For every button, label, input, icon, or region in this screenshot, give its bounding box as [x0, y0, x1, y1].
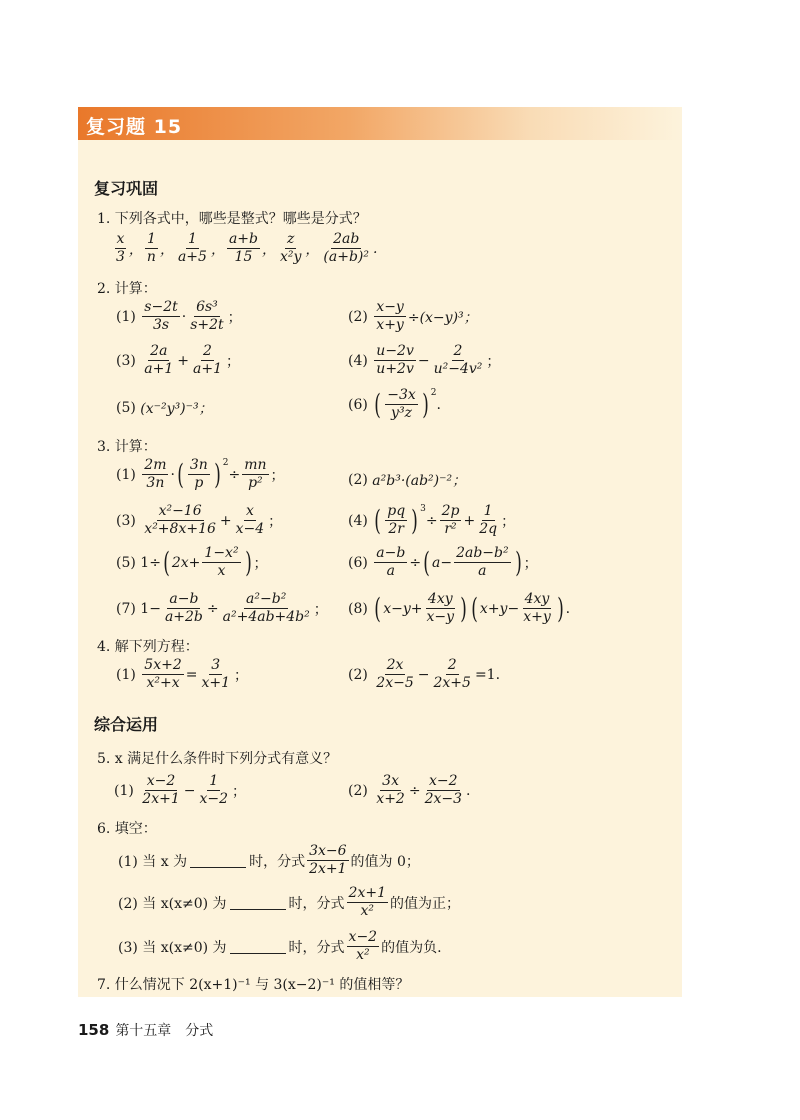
- q1-prompt: 1. 下列各式中，哪些是整式？哪些是分式？: [97, 211, 367, 227]
- q6-blank-3[interactable]: [230, 939, 286, 954]
- q6-blank-2[interactable]: [230, 895, 286, 910]
- q3-part-4: (4) ( $\frac{pq}{2r}$ ) $^3$ ÷ $\frac{2p}{\text{r²}}$ + $\frac{1}{2q}$ ；: [348, 503, 516, 538]
- q2-part-6: (6) ( $\frac{-3x}{\text{y³z}}$ ) $^2$ .: [348, 387, 441, 422]
- q6-part-2: (2) 当 x(x≠0) 为 时，分式 $\frac{2x+1}{\text{x²}}$ 的值为正；: [118, 885, 460, 920]
- q3-prompt: 3. 计算：: [97, 439, 157, 455]
- page-title: 复习题 15: [86, 116, 183, 138]
- q7-prompt: 7. 什么情况下 2(x+1)⁻¹ 与 3(x−2)⁻¹ 的值相等？: [97, 977, 410, 993]
- q6-part-1: (1) 当 x 为 时，分式 $\frac{3x-6}{2x+1}$ 的值为 0；: [118, 843, 420, 878]
- q5-part-2: (2) $\frac{3x}{x+2}$ ÷ $\frac{x-2}{2x-3}$ .: [348, 773, 471, 808]
- q3-part-6: (6) $\frac{a-b}{a}$ ÷ ( a− $\frac{\text{2ab−b²}}{a}$ ) ；: [348, 545, 538, 580]
- chapter-title: 第十五章 分式: [115, 1023, 214, 1039]
- q2-part-3: (3) $\frac{2a}{a+1}$ + $\frac{2}{a+1}$ ；: [116, 343, 240, 378]
- q1-frac-3: $\frac{1}{a+5}$: [177, 231, 207, 266]
- q6-prompt: 6. 填空：: [97, 821, 157, 837]
- q1-frac-1: $\frac{x}{3}$: [116, 231, 125, 266]
- section-review: 复习巩固: [94, 179, 159, 198]
- q2-part-1: (1) $\frac{s-2t}{3s}$ · $\frac{\text{6s³}}{s+2t}$ ；: [116, 299, 242, 334]
- q3-part-3: (3) $\frac{\text{x²−16}}{\text{x²+8x+16}}$ + $\frac{x}{x-4}$ ；: [116, 503, 283, 538]
- page-footer: [78, 1020, 213, 1040]
- q2-prompt: 2. 计算：: [97, 281, 157, 297]
- q1-frac-6: $\frac{2ab}{\text{(a+b)²}}$: [323, 231, 369, 266]
- q1-expressions: $\frac{x}{3}$ ， $\frac{1}{n}$ ， $\frac{1}{a+5}$ ， $\frac{a+b}{15}$ ， $\frac{z}{\text{x²y}}$ ， $\frac{2ab}{\text{(a+b)²}}$ .: [116, 231, 378, 266]
- q1-frac-4: $\frac{a+b}{15}$: [228, 231, 258, 266]
- q5-part-1: (1) $\frac{x-2}{2x+1}$ − $\frac{1}{x-2}$ ；: [114, 773, 247, 808]
- q5-prompt: 5. x 满足什么条件时下列分式有意义？: [97, 751, 338, 767]
- q3-part-8: (8) ( x−y+ $\frac{4xy}{x-y}$ ) ( x+y− $\frac{4xy}{x+y}$ ) .: [348, 591, 571, 626]
- q1-frac-5: $\frac{z}{\text{x²y}}$: [279, 231, 302, 266]
- q4-part-2: (2) $\frac{2x}{2x-5}$ − $\frac{2}{2x+5}$ =1.: [348, 657, 501, 692]
- page-number: 158: [78, 1021, 110, 1039]
- q3-part-2: (2) a²b³·(ab²)⁻²；: [348, 472, 467, 489]
- q3-part-7: (7) 1− $\frac{a-b}{a+2b}$ ÷ $\frac{\text{a²−b²}}{\text{a²+4ab+4b²}}$ ；: [116, 591, 328, 626]
- q2-part-5: (5) (x⁻²y³)⁻³；: [116, 400, 213, 417]
- q4-prompt: 4. 解下列方程：: [97, 639, 199, 655]
- q6-blank-1[interactable]: [190, 853, 246, 868]
- q4-part-1: (1) $\frac{5x+2}{\text{x²+x}}$ = $\frac{3}{x+1}$ ；: [116, 657, 249, 692]
- q2-part-4: (4) $\frac{u-2v}{u+2v}$ − $\frac{2}{\text{u²−4v²}}$ ；: [348, 343, 501, 378]
- q3-part-1: (1) $\frac{2m}{3n}$ · ( $\frac{3n}{p}$ ) $^2$ ÷ $\frac{mn}{\text{p²}}$ ；: [116, 457, 285, 492]
- section-apply: 综合运用: [94, 715, 159, 734]
- q6-part-3: (3) 当 x(x≠0) 为 时，分式 $\frac{x-2}{\text{x²}}$ 的值为负.: [118, 929, 442, 964]
- q1-frac-2: $\frac{1}{n}$: [146, 231, 156, 266]
- q3-part-5: (5) 1÷ ( 2x+ $\frac{\text{1−x²}}{x}$ ) ；: [116, 545, 268, 580]
- q2-part-2: (2) $\frac{x-y}{x+y}$ ÷(x−y)³；: [348, 299, 478, 334]
